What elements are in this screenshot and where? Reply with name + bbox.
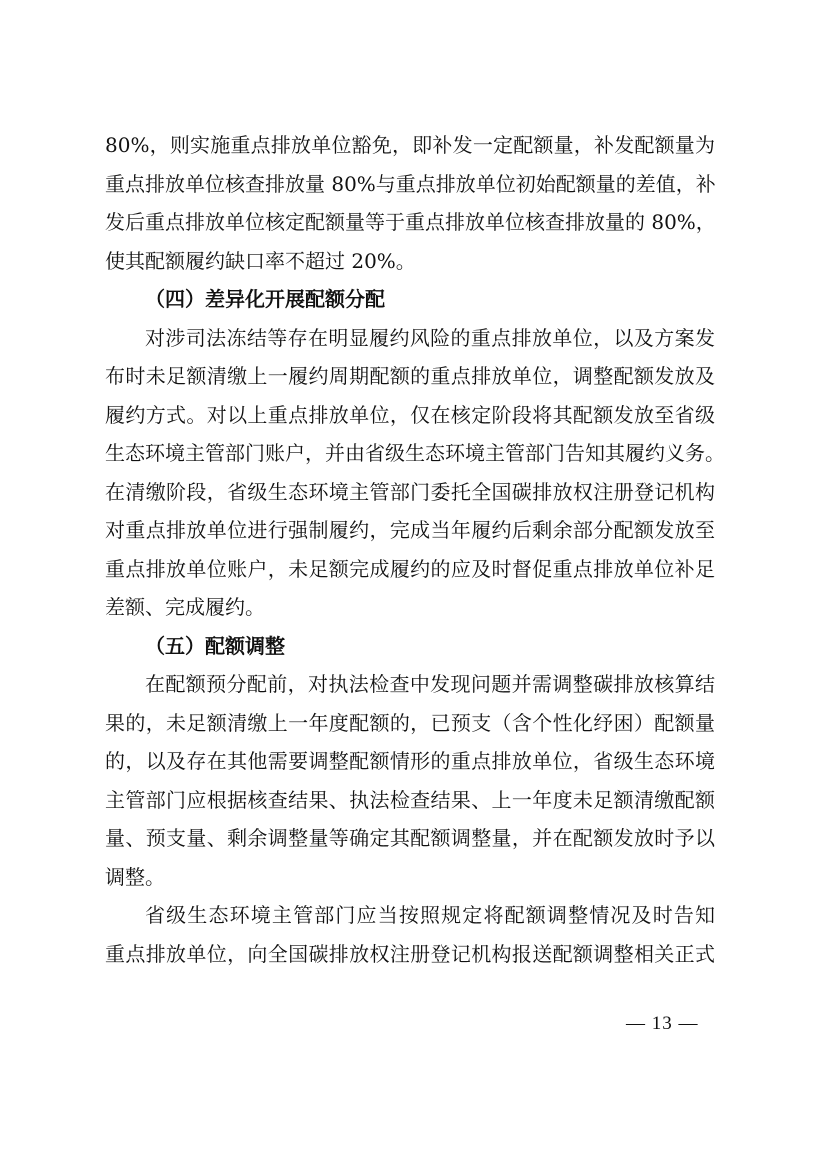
document-body (105, 126, 725, 973)
paragraph-line: 差额、完成履约。 (105, 595, 265, 619)
paragraph-line: 80%，则实施重点排放单位豁免，即补发一定配额量，补发配额量为 (105, 133, 715, 157)
paragraph-line: 重点排放单位核查排放量 80%与重点排放单位初始配额量的差值，补 (105, 171, 716, 196)
page-number: — 13 — (626, 1013, 699, 1034)
paragraph-line: 主管部门应根据核查结果、执法检查结果、上一年度未足额清缴配额 (105, 787, 715, 812)
paragraph-line: 果的，未足额清缴上一年度配额的，已预支（含个性化纾困）配额量 (105, 710, 715, 735)
paragraph-line: 布时未足额清缴上一履约周期配额的重点排放单位，调整配额发放及 (105, 364, 715, 388)
paragraph-line: 的，以及存在其他需要调整配额情形的重点排放单位，省级生态环境 (105, 749, 715, 773)
paragraph-line: 量、预支量、剩余调整量等确定其配额调整量，并在配额发放时予以 (105, 826, 715, 850)
paragraph-line: 省级生态环境主管部门应当按照规定将配额调整情况及时告知 (145, 903, 715, 927)
paragraph-line: 在清缴阶段，省级生态环境主管部门委托全国碳排放权注册登记机构 (105, 479, 715, 504)
paragraph-line: 对涉司法冻结等存在明显履约风险的重点排放单位，以及方案发 (145, 325, 715, 350)
paragraph-line: 使其配额履约缺口率不超过 20%。 (105, 248, 416, 273)
paragraph-line: 在配额预分配前，对执法检查中发现问题并需调整碳排放核算结 (145, 672, 715, 696)
section-heading-5: （五）配额调整 (145, 633, 285, 658)
paragraph-line: 调整。 (105, 864, 165, 889)
paragraph-line: 对重点排放单位进行强制履约，完成当年履约后剩余部分配额发放至 (105, 518, 715, 542)
paragraph-line: 重点排放单位账户，未足额完成履约的应及时督促重点排放单位补足 (105, 556, 715, 581)
paragraph-line: 生态环境主管部门账户，并由省级生态环境主管部门告知其履约义务。 (105, 441, 725, 465)
paragraph-line: 发后重点排放单位核定配额量等于重点排放单位核查排放量的 80%， (105, 210, 716, 234)
paragraph-line: 重点排放单位，向全国碳排放权注册登记机构报送配额调整相关正式 (105, 941, 715, 966)
paragraph-line: 履约方式。对以上重点排放单位，仅在核定阶段将其配额发放至省级 (105, 402, 715, 427)
section-heading-4: （四）差异化开展配额分配 (145, 287, 385, 311)
